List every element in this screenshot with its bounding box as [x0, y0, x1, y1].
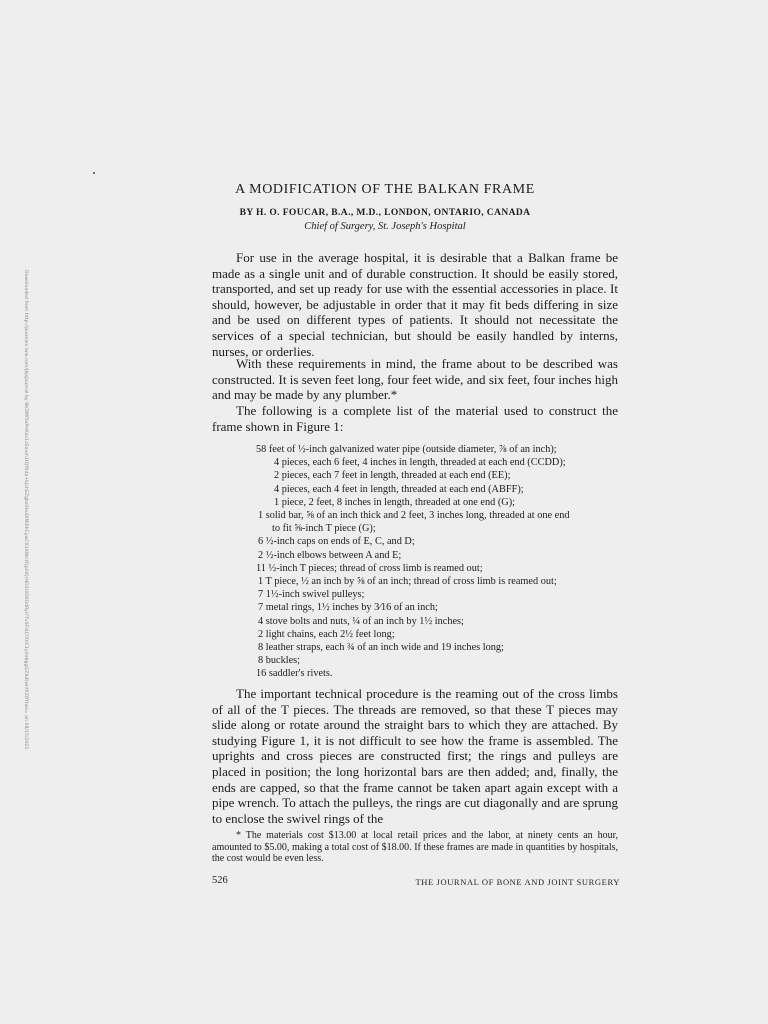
author-byline: BY H. O. FOUCAR, B.A., M.D., LONDON, ONTARIO, CANADA [239, 208, 531, 218]
list-item: to fit ⅝-inch T piece (G); [272, 523, 376, 535]
list-item: 8 buckles; [258, 655, 301, 667]
footnote: * The materials cost $13.00 at local retail prices and the labor, at ninety cents an hour, amounted to $5.00, making a total cost of $18.00. If these frames are made in quantities by hospitals, the cost would be even less. [212, 830, 618, 864]
list-item: 58 feet of ½-inch galvanized water pipe (outside diameter, ⅞ of an inch); [256, 444, 557, 455]
list-item: 6 ½-inch caps on ends of E, C, and D; [258, 536, 415, 548]
page-number: 526 [212, 875, 228, 886]
list-item: 1 T piece, ½ an inch by ⅝ of an inch; thread of cross limb is reamed out; [258, 576, 557, 588]
list-item: 2 ½-inch elbows between A and E; [258, 549, 402, 561]
materials-list [256, 443, 636, 681]
running-head: THE JOURNAL OF BONE AND JOINT SURGERY [415, 877, 620, 887]
speck [93, 172, 95, 174]
list-item: 11 ½-inch T pieces; thread of cross limb is reamed out; [256, 562, 483, 574]
paragraph-list-intro: The following is a complete list of the material used to construct the frame shown in Figure 1: [212, 403, 618, 434]
list-item: 2 light chains, each 2½ feet long; [258, 628, 395, 640]
author-affiliation: Chief of Surgery, St. Joseph's Hospital [304, 221, 466, 232]
list-item: 16 saddler's rivets. [256, 668, 333, 680]
paragraph-intro: For use in the average hospital, it is desirable that a Balkan frame be made as a single unit and of durable construction. It should be easily stored, transported, and set up ready for use with the essential accessories in place. It should, however, be adjustable in order that it may fit beds differing in size and be used on different types of patients. It should not necessitate the services of a special technician, but should be easily handled by interns, nurses, or orderlies. [212, 250, 618, 359]
paragraph-requirements: With these requirements in mind, the frame about to be described was constructed. It is seven feet long, four feet wide, and six feet, four inches high and may be made by any plumber.* [212, 356, 618, 403]
list-item: 1 solid bar, ⅝ of an inch thick and 2 feet, 3 inches long, threaded at one end [258, 510, 570, 522]
list-item: 2 pieces, each 7 feet in length, threaded at each end (EE); [274, 470, 511, 482]
list-item: 8 leather straps, each ¾ of an inch wide and 19 inches long; [258, 642, 504, 654]
list-item: 4 pieces, each 4 feet in length, threaded at each end (ABFF); [274, 483, 524, 495]
list-item: 7 metal rings, 1½ inches by 3⁄16 of an inch; [258, 602, 438, 614]
list-item: 4 pieces, each 6 feet, 4 inches in length, threaded at each end (CCDD); [274, 457, 566, 469]
article-title: A MODIFICATION OF THE BALKAN FRAME [235, 182, 535, 197]
paragraph-procedure: The important technical procedure is the reaming out of the cross limbs of all of the T pieces. The threads are removed, so that these T pieces may slide along or rotate around the straight bars to which they are attached. By studying Figure 1, it is not difficult to see how the frame is assembled. The uprights and cross pieces are constructed first; the rings and pulleys are placed in position; the long horizontal bars are then added; and, finally, the ends are capped, so that the frame cannot be taken apart again except with a pipe wrench. To attach the pulleys, the rings are cut diagonally and are sprung to enclose the swivel rings of the [212, 686, 618, 826]
download-watermark: Downloaded from http://journals.lww.com/jbjsjournal by BhDMf5ePHKav1zEoum1tQfN4a+kJLhEZgbsIHo4XMi0hCywCX1AWnYQp/IlQrHD3i3D0OdRyi7TvSFl4Cf3VC1y0abggQZXdtwnfKZBYtws= on 08/15/2021 [23, 270, 28, 750]
list-item: 7 1½-inch swivel pulleys; [258, 589, 365, 601]
list-item: 4 stove bolts and nuts, ¼ of an inch by 1½ inches; [258, 615, 464, 627]
list-item: 1 piece, 2 feet, 8 inches in length, threaded at one end (G); [274, 496, 516, 508]
